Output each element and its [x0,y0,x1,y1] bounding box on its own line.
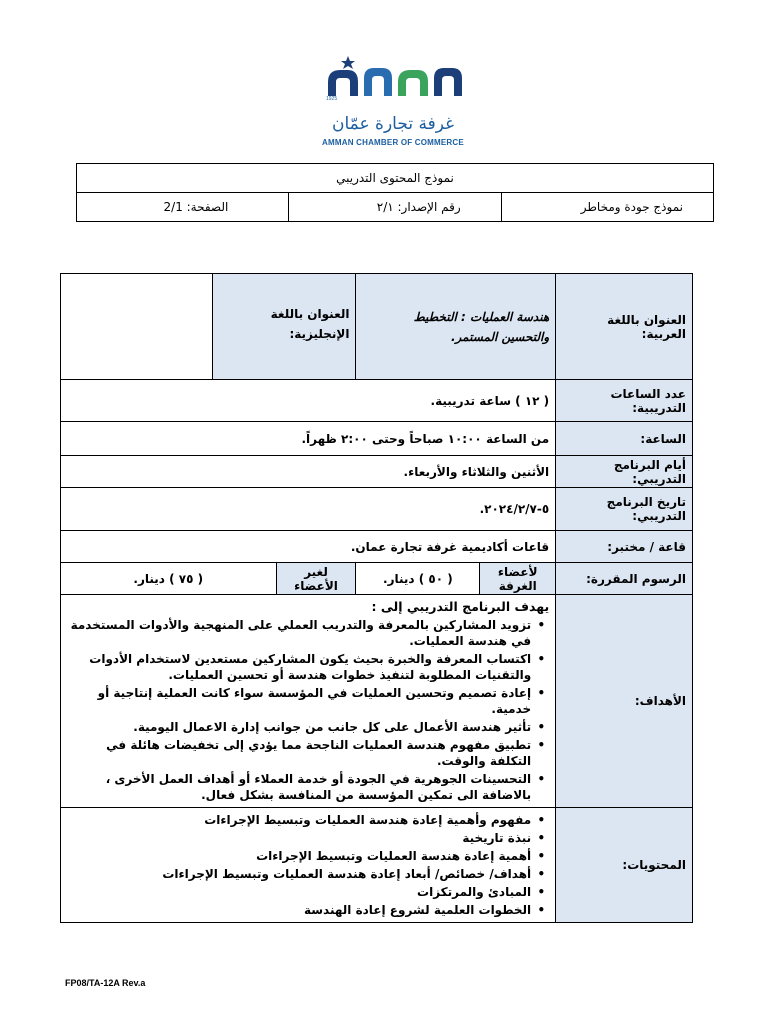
date-label: تاريخ البرنامج التدريبي: [556,488,693,531]
title-en-label: العنوان باللغة الإنجليزية: [212,274,356,380]
list-item: • أهمية إعادة هندسة العمليات وتبسيط الإجراءات [69,848,531,864]
course-details-table [60,273,693,923]
non-members-fee: ( ٧٥ ) دينار. [61,563,277,595]
contents-label: المحتويات: [556,808,693,923]
quality-form-label: نموذج جودة ومخاطر [501,193,713,222]
fees-label: الرسوم المقررة: [556,563,693,595]
list-item: • اكتساب المعرفة والخبرة بحيث يكون المشاركين مستعدين لاستخدام الأدوات والتقنيات المطلوبة لتنفيذ خطوات هندسة أو تحسين العمليات. [69,651,531,683]
objectives-label: الأهداف: [556,595,693,808]
title-ar-label: العنوان باللغة العربية: [556,274,693,380]
version-number: رقم الإصدار: ٢/١ [289,193,501,222]
hours-label: عدد الساعات التدريبية: [556,380,693,422]
objectives-list [69,617,549,803]
form-code: FP08/TA-12A Rev.a [65,978,146,988]
members-fee: ( ٥٠ ) دينار. [356,563,480,595]
list-item: • نبذة تاريخية [69,830,531,846]
objectives-intro: يهدف البرنامج التدريبي إلى : [371,599,550,614]
contents-cell [61,808,556,923]
time-value: من الساعة ١٠:٠٠ صباحاً وحتى ٢:٠٠ ظهراً. [61,422,556,456]
chamber-logo [318,52,468,152]
list-item: • أهداف/ خصائص/ أبعاد إعادة هندسة العمليات وتبسيط الإجراءات [69,866,531,882]
non-members-label: لغير الأعضاء [276,563,356,595]
logo-year: 1925 [326,96,338,102]
days-label: أيام البرنامج التدريبي: [556,456,693,488]
chamber-logo-mark [318,52,468,112]
list-item: • المبادئ والمرتكزات [69,884,531,900]
list-item: • مفهوم وأهمية إعادة هندسة العمليات وتبسيط الإجراءات [69,812,531,828]
time-label: الساعة: [556,422,693,456]
list-item: • تطبيق مفهوم هندسة العمليات الناجحة مما يؤدي إلى تخفيضات هائلة في التكلفة والوقت. [69,737,531,769]
title-ar-value: هندسة العمليات : التخطيط والتحسين المستمر. [356,274,556,380]
list-item: • إعادة تصميم وتحسين العمليات في المؤسسة سواء كانت العملية إنتاجية أو خدمية. [69,685,531,717]
hours-value: ( ١٢ ) ساعة تدريبية. [61,380,556,422]
room-label: قاعة / مختبر: [556,531,693,563]
logo-english-name: AMMAN CHAMBER OF COMMERCE [322,138,464,147]
title-en-value [61,274,213,380]
list-item: • تأثير هندسة الأعمال على كل جانب من جوانب إدارة الاعمال اليومية. [69,719,531,735]
list-item: • تزويد المشاركين بالمعرفة والتدريب العملي على المنهجية والأدوات المستخدمة في هندسة العمليات. [69,617,531,649]
form-title: نموذج المحتوى التدريبي [77,164,714,193]
days-value: الأثنين والثلاثاء والأربعاء. [61,456,556,488]
contents-list [69,812,549,918]
objectives-cell [61,595,556,808]
list-item: • الخطوات العلمية لشروع إعادة الهندسة [69,902,531,918]
date-value: ٥-٢٠٢٤/٢/٧. [61,488,556,531]
members-label: لأعضاء الغرفة [480,563,556,595]
page-number: الصفحة: 2/1 [77,193,289,222]
form-header-table [76,163,714,222]
list-item: • التحسينات الجوهرية في الجودة أو خدمة العملاء أو أهداف العمل الأخرى ، بالاضافة الى تمكين المؤسسة من المنافسة بشكل فعال. [69,771,531,803]
room-value: قاعات أكاديمية غرفة تجارة عمان. [61,531,556,563]
logo-arabic-name: غرفة تجارة عمّان [332,114,454,134]
